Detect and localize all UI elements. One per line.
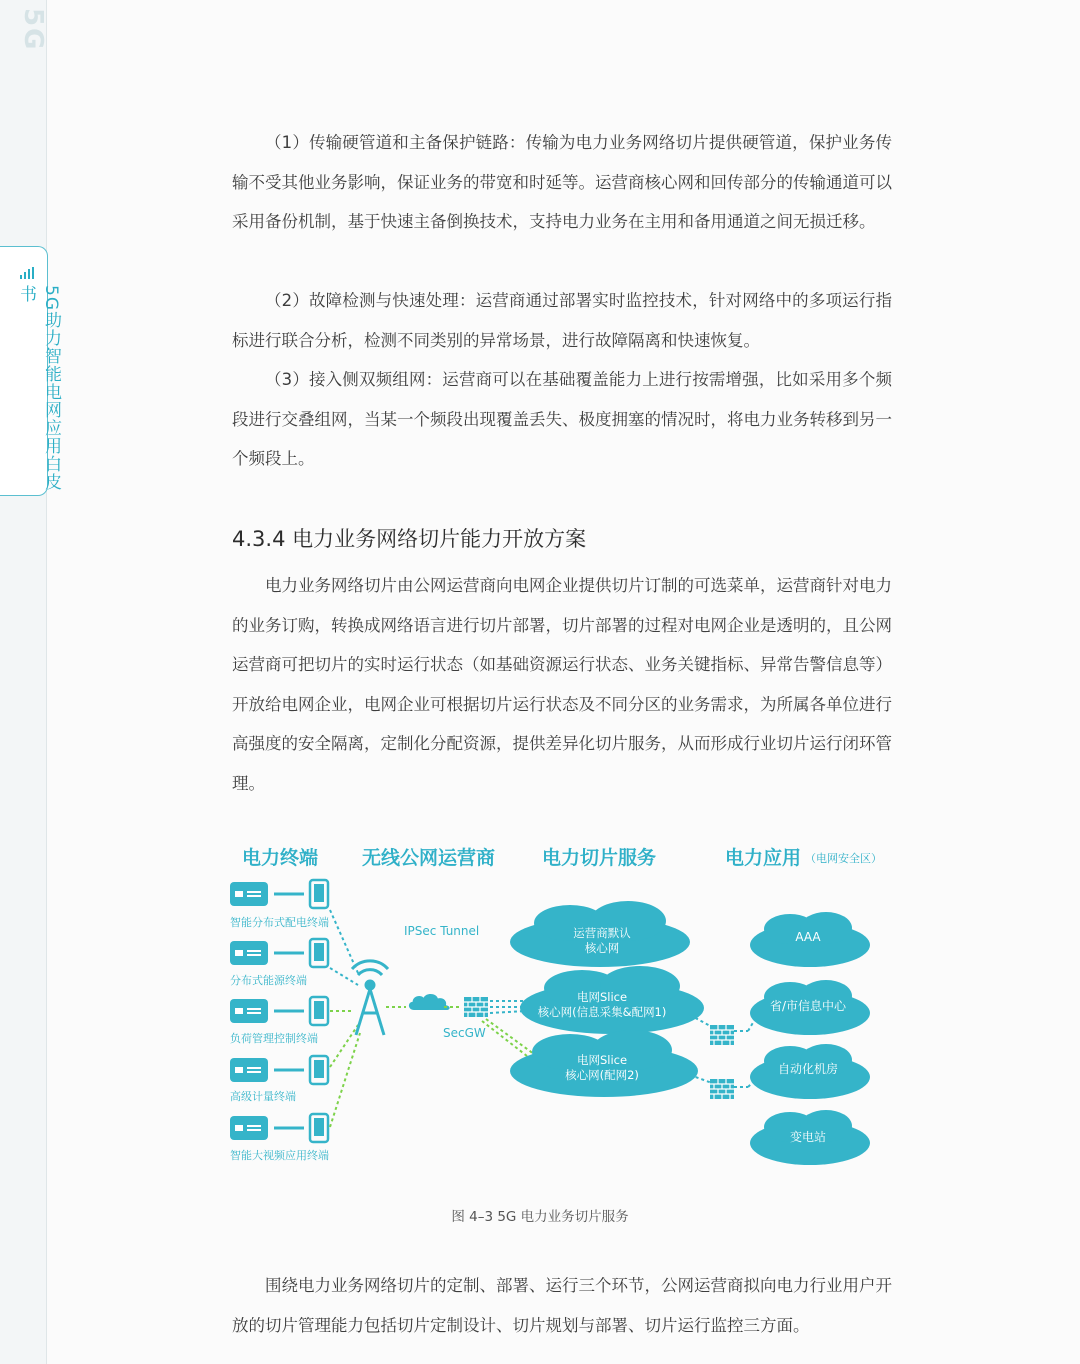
col-title-operator: 无线公网运营商 bbox=[362, 847, 496, 869]
firewall-2-icon bbox=[710, 1079, 734, 1099]
app-cloud-substation bbox=[750, 1110, 870, 1165]
paragraph-transport-protection: （1）传输硬管道和主备保护链路：传输为电力业务网络切片提供硬管道，保护业务传输不受其他业务影响，保证业务的带宽和时延等。运营商核心网和回传部分的传输通道可以采用备份机制，基于快速主备倒换技术，支持电力业务在主用和备用通道之间无损迁移。 bbox=[232, 133, 892, 231]
secgw-label: SecGW bbox=[443, 1026, 486, 1040]
terminal-label-4: 高级计量终端 bbox=[230, 1090, 296, 1103]
app-cloud-info-center bbox=[750, 980, 870, 1035]
app-label-substation: 变电站 bbox=[789, 1130, 827, 1144]
cloud-default-line2: 核心网 bbox=[584, 941, 620, 955]
cloud-slice-1-line1: 电网Slice bbox=[576, 990, 628, 1004]
terminal-label-1: 智能分布式配电终端 bbox=[230, 916, 329, 929]
cloud-slice-2-line1: 电网Slice bbox=[576, 1053, 628, 1067]
cloud-default-core bbox=[510, 901, 690, 967]
col-title-power-app: 电力应用 bbox=[725, 847, 802, 869]
app-label-info-center: 省/市信息中心 bbox=[769, 999, 847, 1013]
terminal-row-5 bbox=[230, 1114, 329, 1162]
app-cloud-automation-room bbox=[750, 1044, 870, 1099]
signal-bars-icon bbox=[20, 267, 34, 279]
cloud-default-line1: 运营商默认 bbox=[573, 926, 631, 940]
ipsec-tunnel-label: IPSec Tunnel bbox=[404, 924, 480, 938]
network-slice-diagram bbox=[220, 835, 900, 1175]
side-chapter-tab bbox=[0, 246, 61, 496]
paragraph-dual-band: （3）接入侧双频组网：运营商可以在基础覆盖能力上进行按需增强，比如采用多个频段进行交叠组网，当某一个频段出现覆盖丢失、极度拥塞的情况时，将电力业务转移到另一个频段上。 bbox=[232, 370, 892, 468]
col-title-terminals: 电力终端 bbox=[242, 847, 319, 869]
side-book-title: 5G助力智能电网应用白皮书 bbox=[16, 285, 61, 491]
section-heading: 4.3.4 电力业务网络切片能力开放方案 bbox=[232, 527, 587, 551]
app-cloud-aaa bbox=[750, 912, 870, 967]
terminal-label-3: 负荷管理控制终端 bbox=[230, 1032, 318, 1045]
app-label-automation-room: 自动化机房 bbox=[777, 1062, 839, 1076]
cloud-slice-2 bbox=[510, 1030, 698, 1097]
left-margin-band bbox=[0, 0, 47, 1364]
col-title-app-note: （电网安全区） bbox=[805, 852, 882, 865]
terminal-label-2: 分布式能源终端 bbox=[230, 974, 307, 987]
cloud-slice-1-line2: 核心网(信息采集&配网1) bbox=[537, 1005, 667, 1019]
terminal-row-3 bbox=[230, 997, 328, 1045]
cloud-slice-1 bbox=[520, 966, 704, 1034]
col-title-slice-service: 电力切片服务 bbox=[542, 847, 657, 869]
transport-cloud-icon bbox=[409, 994, 450, 1010]
paragraph-fault-detection: （2）故障检测与快速处理：运营商通过部署实时监控技术，针对网络中的多项运行指标进行联合分析，检测不同类别的异常场景，进行故障隔离和快速恢复。 bbox=[232, 291, 892, 350]
figure-caption: 图 4–3 5G 电力业务切片服务 bbox=[451, 1209, 629, 1225]
paragraph-slice-openness: 电力业务网络切片由公网运营商向电网企业提供切片订制的可选菜单，运营商针对电力的业务订购，转换成网络语言进行切片部署，切片部署的过程对电网企业是透明的，且公网运营商可把切片的实时运行状态（如基础资源运行状态、业务关键指标、异常告警信息等）开放给电网企业，电网企业可根据切片运行状态及不同分区的业务需求，为所属各单位进行高强度的安全隔离，定制化分配资源，提供差异化切片服务，从而形成行业切片运行闭环管理。 bbox=[232, 576, 892, 793]
cloud-slice-2-line2: 核心网(配网2) bbox=[565, 1068, 639, 1082]
terminal-label-5: 智能大视频应用终端 bbox=[230, 1149, 329, 1162]
app-label-aaa: AAA bbox=[795, 930, 821, 944]
terminal-row-2 bbox=[230, 939, 328, 987]
terminal-row-1 bbox=[230, 880, 329, 929]
terminal-row-4 bbox=[230, 1056, 328, 1103]
secgw-firewall-icon bbox=[464, 997, 488, 1017]
firewall-1-icon bbox=[710, 1025, 734, 1045]
corner-watermark: 5G bbox=[18, 8, 48, 52]
paragraph-management-capability: 围绕电力业务网络切片的定制、部署、运行三个环节，公网运营商拟向电力行业用户开放的切片管理能力包括切片定制设计、切片规划与部署、切片运行监控三方面。 bbox=[232, 1276, 892, 1335]
